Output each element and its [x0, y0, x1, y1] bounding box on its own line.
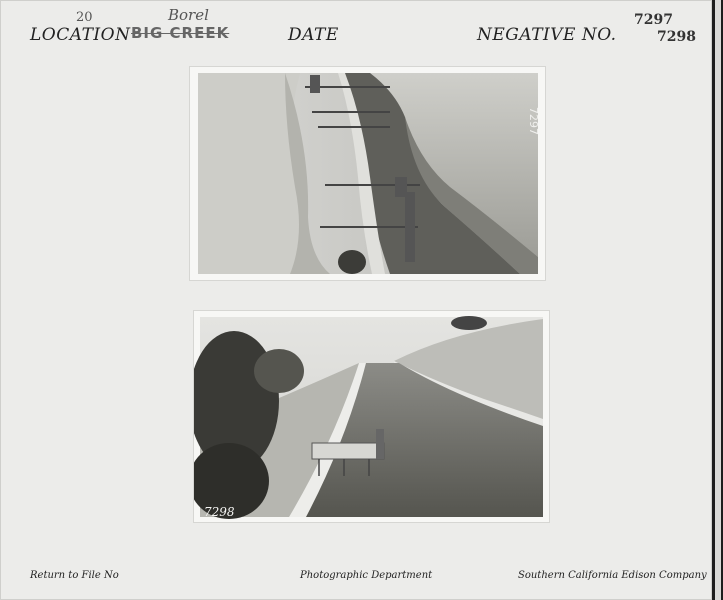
- handwritten-location: Borel: [168, 6, 209, 24]
- photo-7297: [190, 67, 545, 280]
- handwritten-number: 20: [76, 10, 93, 25]
- photo-7297-image: [190, 67, 545, 280]
- photo-7297-caption: 7297: [527, 107, 540, 135]
- photo-7298-caption: 7298: [204, 505, 235, 519]
- photo-7298: [194, 311, 549, 522]
- date-label: DATE: [288, 25, 339, 45]
- negative-number-1: 7297: [634, 12, 673, 28]
- struck-location: BIG CREEK: [131, 24, 230, 42]
- location-label: LOCATION: [30, 25, 131, 45]
- negative-number-2: 7298: [657, 29, 696, 45]
- footer-department-label: Photographic Department: [300, 570, 433, 581]
- scan-edge: [712, 0, 723, 600]
- footer-return-label: Return to File No: [30, 570, 119, 581]
- footer-company-label: Southern California Edison Company: [518, 570, 707, 581]
- photo-7298-image: [194, 311, 549, 522]
- negative-label: NEGATIVE NO.: [477, 25, 617, 45]
